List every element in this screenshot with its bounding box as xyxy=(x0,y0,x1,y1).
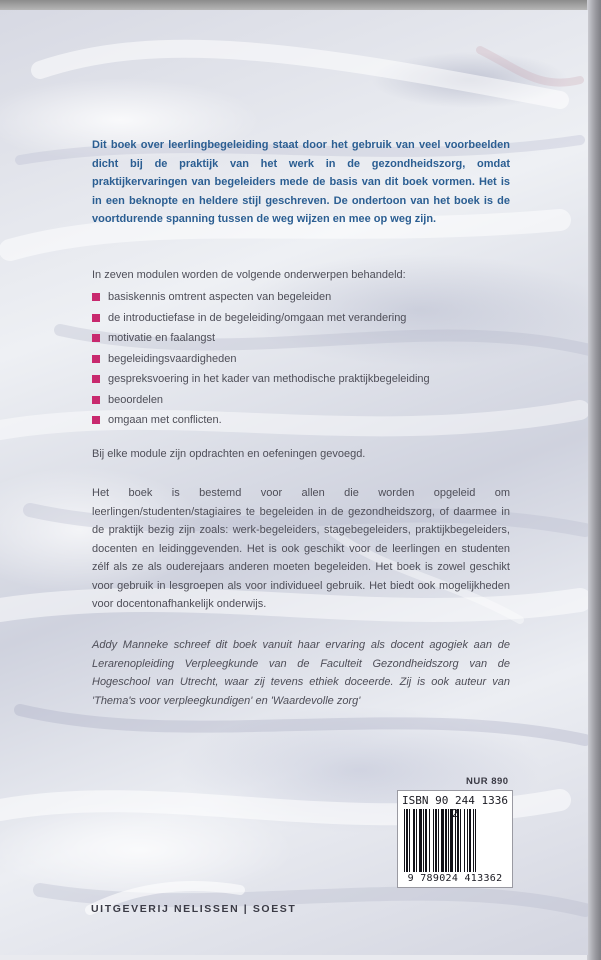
modules-intro: In zeven modulen worden de volgende onderwerpen behandeld: xyxy=(92,269,406,281)
list-item xyxy=(92,390,512,411)
page-edge-right xyxy=(587,0,601,960)
list-item xyxy=(92,308,512,329)
bullet-square-icon xyxy=(92,314,100,322)
isbn-text: ISBN 90 244 1336 xyxy=(402,794,508,807)
barcode-digits: 9 789024 413362 xyxy=(407,873,503,884)
barcode-bar xyxy=(448,809,449,872)
barcode-bar xyxy=(473,809,474,872)
back-cover xyxy=(0,10,588,955)
list-item xyxy=(92,410,512,431)
bullet-square-icon xyxy=(92,334,100,342)
nur-code: NUR 890 xyxy=(466,776,509,787)
list-item xyxy=(92,369,512,390)
barcode-bar xyxy=(438,809,439,872)
module-list xyxy=(92,287,512,431)
audience-paragraph: Het boek is bestemd voor allen die worden opgeleid om leerlingen/studenten/stagiaires te begeleiden in de gezondheidszorg, of daarmee in de praktijk bezig zijn zoals: werk-begeleiders, stagebegeleiders, praktijkbegeleiders, docenten en leidinggevenden. Het is ook geschikt voor de leerlingen en studenten zélf als ze als ouderejaars anderen moeten begeleiden. Het boek is zowel geschikt voor gebruik in lesgroepen als voor individueel gebruik. Het biedt ook mogelijkheden voor docentonafhankelijk onderwijs. xyxy=(92,487,510,610)
barcode-bar xyxy=(467,809,468,872)
barcode-bar xyxy=(425,809,427,872)
barcode-icon xyxy=(404,809,506,872)
barcode-bar xyxy=(404,809,405,872)
bullet-square-icon xyxy=(92,355,100,363)
barcode-bar xyxy=(475,809,476,872)
barcode-bar xyxy=(450,809,453,872)
author-bio: Addy Manneke schreef dit boek vanuit haar ervaring als docent agogiek aan de Lerarenopleiding Verpleegkunde van de Faculteit Gezondheidszorg van de Hogeschool van Utrecht, waar zij tevens ethiek doceerde. Zij is ook auteur van 'Thema's voor verpleegkundigen' en 'Waardevolle zorg' xyxy=(92,639,510,707)
barcode-bar xyxy=(445,809,447,872)
barcode-bar xyxy=(433,809,434,872)
module-label: motivatie en faalangst xyxy=(108,332,216,344)
module-label: de introductiefase in de begeleiding/omgaan met verandering xyxy=(108,311,407,324)
list-item xyxy=(92,287,512,308)
intro-paragraph: Dit boek over leerlingbegeleiding staat door het gebruik van veel voorbeelden dicht bij de praktijk van het werk in de gezondheidszorg, omdat praktijkervaringen van begeleiders mede de basis van dit boek vormen. Het is in een beknopte en heldere stijl geschreven. De ondertoon van het boek is de voortdurende spanning tussen de weg wijzen en mee op weg zijn. xyxy=(92,139,510,225)
barcode-bar xyxy=(429,809,430,872)
barcode-bar xyxy=(460,809,461,872)
barcode-bar xyxy=(469,809,471,872)
module-label: begeleidingsvaardigheden xyxy=(108,352,237,365)
barcode-bar xyxy=(413,809,415,872)
barcode-bar xyxy=(457,809,459,872)
bullet-square-icon xyxy=(92,416,100,424)
barcode-bar xyxy=(435,809,437,872)
barcode-bar xyxy=(419,809,422,872)
barcode-bar xyxy=(423,809,424,872)
bullet-square-icon xyxy=(92,375,100,383)
module-label: basiskennis omtrent aspecten van begeleiden xyxy=(108,291,332,303)
list-item xyxy=(92,349,512,370)
bullet-square-icon xyxy=(92,396,100,404)
module-label: gespreksvoering in het kader van methodische praktijkbegeleiding xyxy=(108,373,430,385)
exercises-note: Bij elke module zijn opdrachten en oefeningen gevoegd. xyxy=(92,448,366,460)
barcode-bar xyxy=(406,809,408,872)
list-item xyxy=(92,328,512,349)
publisher-name: UITGEVERIJ NELISSEN | SOEST xyxy=(91,903,297,915)
bullet-square-icon xyxy=(92,293,100,301)
barcode-bar xyxy=(464,809,465,872)
barcode-bar xyxy=(409,809,410,872)
module-label: beoordelen xyxy=(108,393,164,406)
module-label: omgaan met conflicten. xyxy=(108,414,222,426)
barcode-box xyxy=(397,790,513,888)
barcode-bar xyxy=(455,809,456,872)
barcode-bar xyxy=(416,809,417,872)
barcode-bar xyxy=(441,809,444,872)
